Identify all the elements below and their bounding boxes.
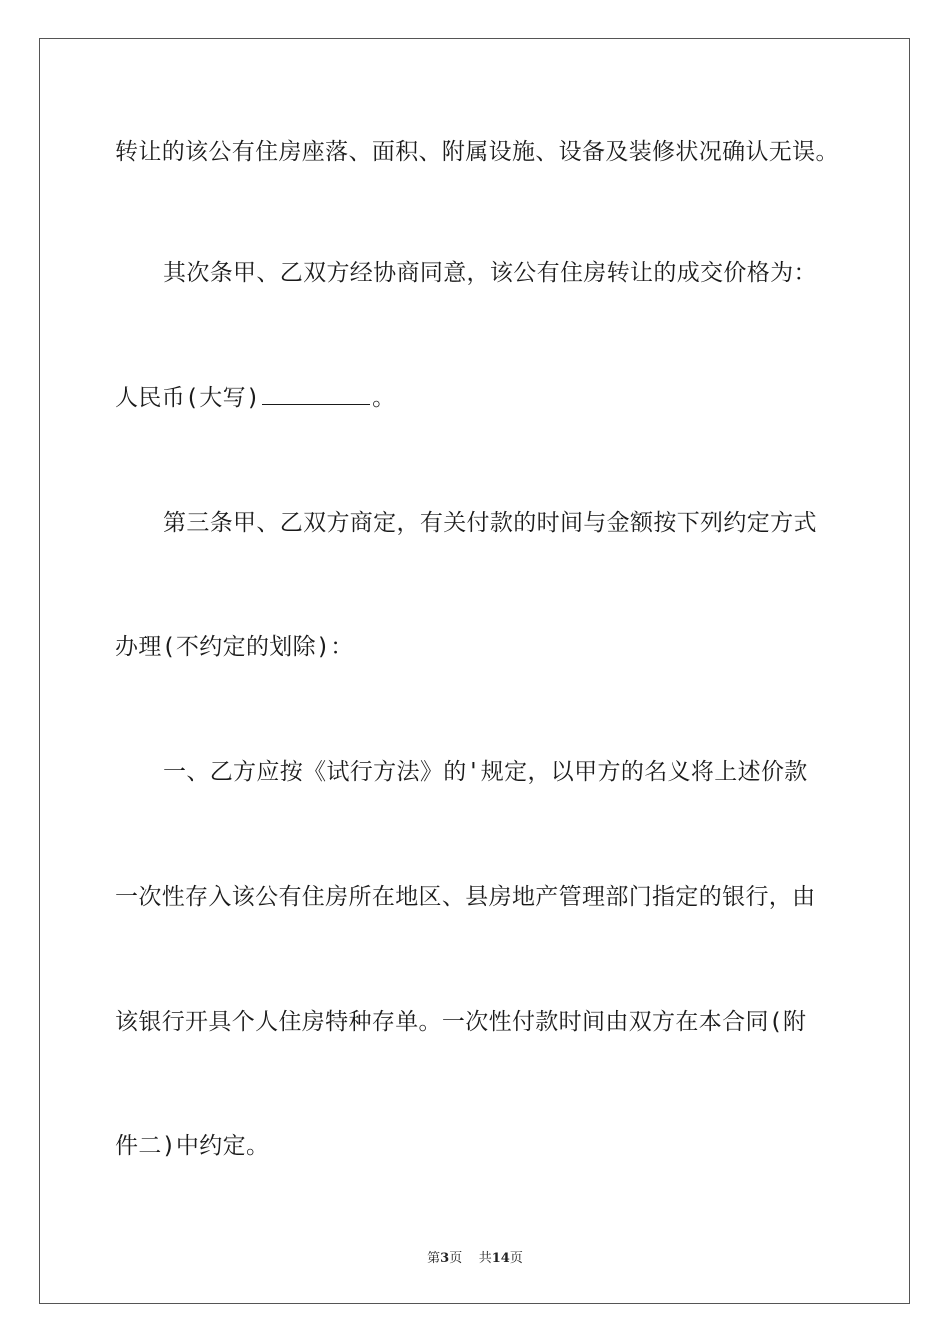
price-period: 。 (372, 385, 396, 411)
page-footer (0, 1247, 950, 1266)
footer-prefix: 第 (427, 1251, 441, 1266)
paragraph-line-6: 一、乙方应按《试行方法》的'规定，以甲方的名义将上述价款 (163, 759, 808, 785)
footer-current-page: 3 (440, 1251, 450, 1266)
paragraph-line-7: 一次性存入该公有住房所在地区、县房地产管理部门指定的银行，由 (115, 884, 816, 910)
price-label: 人民币(大写) (115, 385, 261, 411)
paragraph-line-3 (115, 383, 396, 413)
footer-mid: 页 共 (449, 1251, 492, 1266)
page-frame (39, 38, 910, 1304)
paragraph-line-2: 其次条甲、乙双方经协商同意，该公有住房转让的成交价格为： (163, 260, 817, 286)
footer-total-pages: 14 (491, 1251, 510, 1266)
price-blank (262, 384, 370, 405)
paragraph-line-8: 该银行开具个人住房特种存单。一次性付款时间由双方在本合同(附 (115, 1009, 807, 1035)
paragraph-line-5: 办理(不约定的划除)： (115, 634, 354, 660)
paragraph-line-9: 件二)中约定。 (115, 1133, 270, 1159)
footer-suffix: 页 (509, 1251, 523, 1266)
paragraph-line-1: 转让的该公有住房座落、面积、附属设施、设备及装修状况确认无误。 (115, 139, 839, 165)
paragraph-line-4: 第三条甲、乙双方商定，有关付款的时间与金额按下列约定方式 (163, 510, 817, 536)
